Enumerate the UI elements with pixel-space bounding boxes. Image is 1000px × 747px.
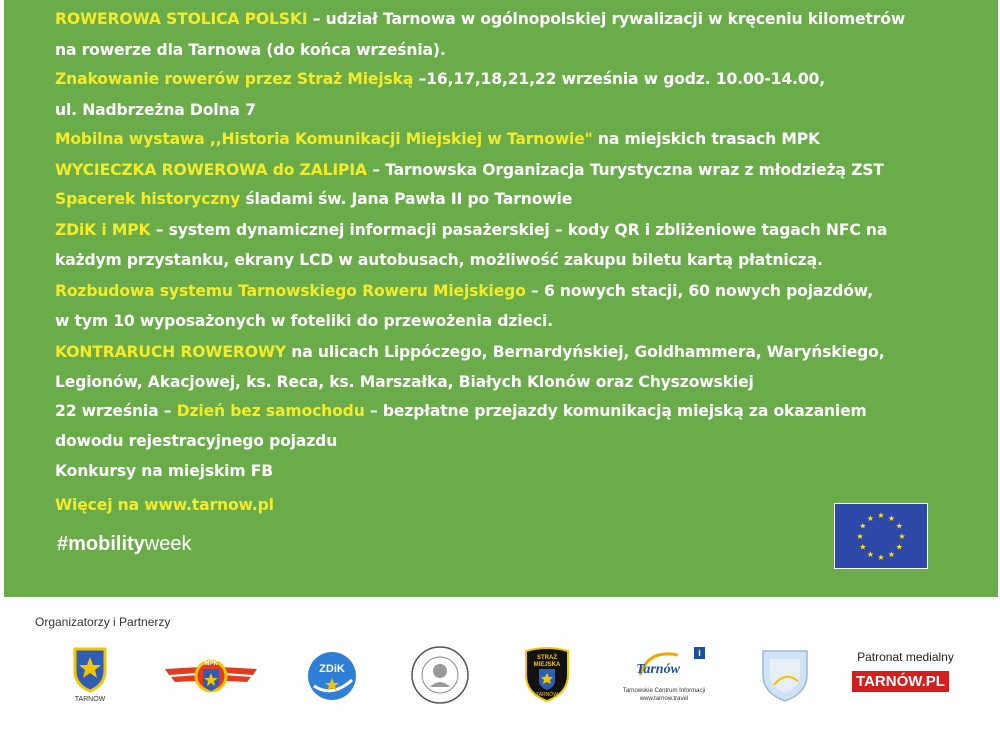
announcement-prefix: 22 września – (55, 402, 177, 420)
announcement-text: – 6 nowych stacji, 60 nowych pojazdów, (525, 282, 873, 300)
announcement-highlight: Spacerek historyczny (55, 190, 241, 208)
announcement-line (55, 432, 337, 450)
library-round-seal-icon (410, 645, 470, 705)
announcement-highlight: ROWEROWA STOLICA POLSKI (55, 10, 308, 28)
announcement-text: – Tarnowska Organizacja Turystyczna wraz z młodzieżą ZST (366, 161, 884, 179)
announcement-text: ul. Nadbrzeżna Dolna 7 (55, 101, 256, 119)
announcement-line (55, 101, 256, 119)
more-info-text: Więcej na www.tarnow.pl (55, 496, 274, 514)
tourist-info-caption: Tarnowskie Centrum Informacji (622, 688, 706, 694)
more-info-line (55, 496, 274, 514)
announcement-line (55, 190, 572, 208)
announcement-line (55, 41, 446, 59)
eu-star-icon: ★ (877, 511, 885, 520)
patronat-medialny-label: Patronat medialny (857, 650, 954, 664)
tourist-info-url: www.tarnow.travel (639, 696, 689, 702)
eu-star-icon: ★ (887, 513, 896, 523)
announcement-line (55, 161, 884, 179)
announcement-highlight: Mobilna wystawa ,,Historia Komunikacji Miejskiej w Tarnowie" (55, 130, 593, 148)
announcement-line (55, 402, 867, 420)
straz-miejska-badge-icon (522, 645, 572, 703)
announcement-highlight: Dzień bez samochodu (176, 402, 365, 420)
mpk-winged-logo-icon (163, 655, 259, 697)
announcement-text: dowodu rejestracyjnego pojazdu (55, 432, 338, 450)
straz-caption-bottom: TARNÓW (536, 692, 558, 698)
announcement-line (55, 462, 273, 480)
announcement-line (55, 282, 873, 300)
announcement-highlight: WYCIECZKA ROWEROWA do ZALIPIA (55, 161, 367, 179)
announcement-line (55, 343, 884, 361)
announcement-highlight: ZDiK i MPK (55, 221, 151, 239)
announcement-line (55, 10, 905, 28)
announcement-text: na ulicach Lippóczego, Bernardyńskiej, Goldhammera, Waryńskiego, (286, 343, 885, 361)
zdik-caption: ZDiK (319, 663, 345, 675)
announcement-line (55, 70, 825, 88)
straz-caption-mid: MIEJSKA (533, 662, 561, 668)
straz-caption-top: STRAŻ (537, 655, 557, 661)
announcement-text: na miejskich trasach MPK (592, 130, 820, 148)
announcement-highlight: Znakowanie rowerów przez Straż Miejską (55, 70, 414, 88)
eu-star-icon: ★ (856, 532, 864, 541)
eu-star-icon: ★ (877, 553, 885, 562)
eu-star-icon: ★ (859, 521, 867, 531)
announcement-text: Konkursy na miejskim FB (55, 462, 273, 480)
shield-logo-icon (760, 645, 810, 703)
announcement-text: – bezpłatne przejazdy komunikacją miejską za okazaniem (364, 402, 867, 420)
announcement-text: każdym przystanku, ekrany LCD w autobusach, możliwość zakupu biletu kartą płatniczą. (55, 251, 823, 269)
svg-text:i: i (698, 648, 701, 658)
announcement-text: na rowerze dla Tarnowa (do końca września). (55, 41, 446, 59)
announcement-text: – udział Tarnowa w ogólnopolskiej rywalizacji w kręceniu kilometrów (307, 10, 906, 28)
tarnow-tourist-info-logo-icon (618, 645, 710, 707)
announcement-line (55, 251, 823, 269)
announcement-line (55, 312, 553, 330)
announcement-line (55, 221, 887, 239)
announcement-text: Legionów, Akacjowej, ks. Reca, ks. Marszałka, Białych Klonów oraz Chyszowskiej (55, 373, 754, 391)
announcement-line (55, 130, 820, 148)
zdik-logo-icon (306, 650, 358, 702)
tarnow-coat-of-arms-icon (70, 645, 110, 705)
announcement-line (55, 373, 754, 391)
svg-text:Tarnów: Tarnów (636, 662, 680, 677)
partners-title: Organizatorzy i Partnerzy (35, 615, 171, 629)
hashtag-bold: #mobility (57, 533, 145, 555)
tarnow-pl-logo: TARNÓW.PL (852, 671, 949, 692)
eu-flag-icon (834, 503, 928, 569)
announcement-text: – system dynamicznej informacji pasażerskiej – kody QR i zbliżeniowe tagach NFC na (150, 221, 888, 239)
announcement-text: w tym 10 wyposażonych w foteliki do przewożenia dzieci. (55, 312, 553, 330)
announcement-text: śladami św. Jana Pawła II po Tarnowie (240, 190, 573, 208)
mobilityweek-hashtag (57, 533, 192, 556)
mpk-caption: MPK (204, 661, 218, 667)
announcement-highlight: Rozbudowa systemu Tarnowskiego Roweru Miejskiego (55, 282, 526, 300)
tarnow-caption: TARNÓW (74, 696, 106, 703)
eu-star-icon: ★ (859, 542, 867, 552)
eu-star-icon: ★ (887, 550, 896, 560)
eu-star-icon: ★ (898, 532, 906, 541)
eu-star-icon: ★ (866, 550, 875, 560)
announcement-text: –16,17,18,21,22 września w godz. 10.00-14.00, (413, 70, 826, 88)
eu-star-icon: ★ (895, 542, 903, 552)
hashtag-regular: week (144, 533, 192, 555)
announcement-highlight: KONTRARUCH ROWEROWY (55, 343, 287, 361)
eu-star-icon: ★ (895, 521, 903, 531)
eu-star-icon: ★ (866, 513, 875, 523)
